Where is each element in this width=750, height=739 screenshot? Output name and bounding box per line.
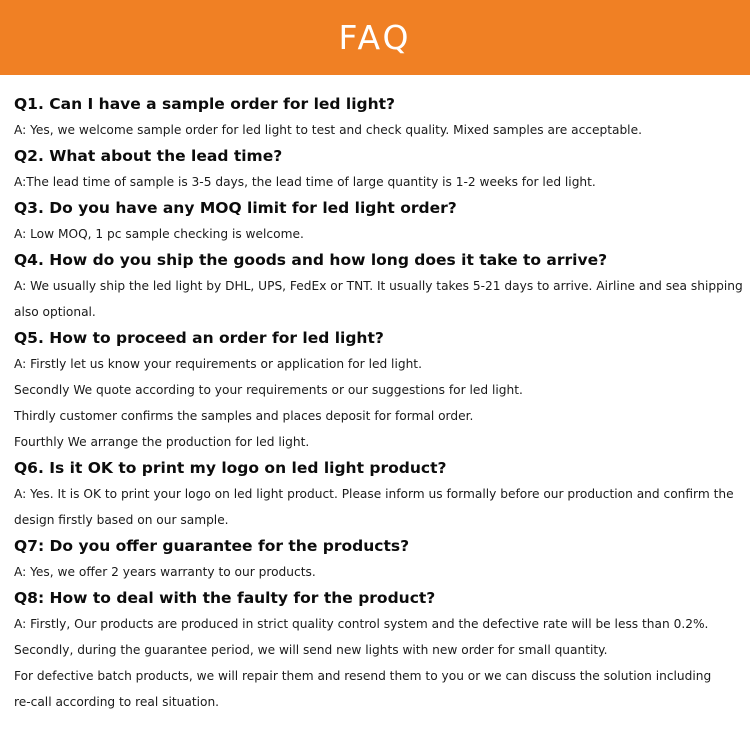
faq-question: Q5. How to proceed an order for led light? — [14, 329, 384, 347]
faq-answer-line: For defective batch products, we will repair them and resend them to you or we can discuss the solution including — [14, 669, 712, 683]
faq-item-5 — [14, 325, 744, 455]
faq-item-3 — [14, 195, 744, 247]
faq-answer-line: A: Low MOQ, 1 pc sample checking is welcome. — [14, 227, 304, 241]
faq-answer-line: A: Yes, we welcome sample order for led light to test and check quality. Mixed samples are acceptable. — [14, 123, 642, 137]
faq-answer-line: A: Firstly let us know your requirements or application for led light. — [14, 357, 422, 371]
faq-answer-line: also optional. — [14, 305, 96, 319]
faq-answer-line: A: Yes, we offer 2 years warranty to our products. — [14, 565, 316, 579]
faq-answer-line: A: Yes. It is OK to print your logo on led light product. Please inform us formally before our production and confirm the — [14, 487, 734, 501]
faq-question: Q7: Do you offer guarantee for the products? — [14, 537, 410, 555]
faq-question: Q6. Is it OK to print my logo on led light product? — [14, 459, 447, 477]
faq-list — [14, 91, 744, 715]
faq-answer-line: Fourthly We arrange the production for led light. — [14, 435, 310, 449]
faq-question: Q8: How to deal with the faulty for the product? — [14, 589, 436, 607]
page-title: FAQ — [338, 18, 412, 57]
faq-answer-line: design firstly based on our sample. — [14, 513, 229, 527]
faq-answer-line: Secondly We quote according to your requirements or our suggestions for led light. — [14, 383, 523, 397]
faq-answer-line: A: Firstly, Our products are produced in strict quality control system and the defective rate will be less than 0.2%. — [14, 617, 709, 631]
faq-header-banner — [0, 0, 750, 75]
faq-item-4 — [14, 247, 744, 325]
faq-question: Q4. How do you ship the goods and how long does it take to arrive? — [14, 251, 608, 269]
faq-item-6 — [14, 455, 744, 533]
faq-question: Q1. Can I have a sample order for led light? — [14, 95, 396, 113]
faq-item-1 — [14, 91, 744, 143]
faq-answer-line: A:The lead time of sample is 3-5 days, the lead time of large quantity is 1-2 weeks for led light. — [14, 175, 596, 189]
faq-item-8 — [14, 585, 744, 715]
faq-answer-line: re-call according to real situation. — [14, 695, 220, 709]
faq-question: Q2. What about the lead time? — [14, 147, 283, 165]
faq-answer-line: A: We usually ship the led light by DHL, UPS, FedEx or TNT. It usually takes 5-21 days to arrive. Airline and sea shipping — [14, 279, 743, 293]
faq-question: Q3. Do you have any MOQ limit for led light order? — [14, 199, 457, 217]
faq-answer-line: Thirdly customer confirms the samples and places deposit for formal order. — [14, 409, 474, 423]
faq-answer-line: Secondly, during the guarantee period, we will send new lights with new order for small quantity. — [14, 643, 608, 657]
faq-item-7 — [14, 533, 744, 585]
faq-item-2 — [14, 143, 744, 195]
